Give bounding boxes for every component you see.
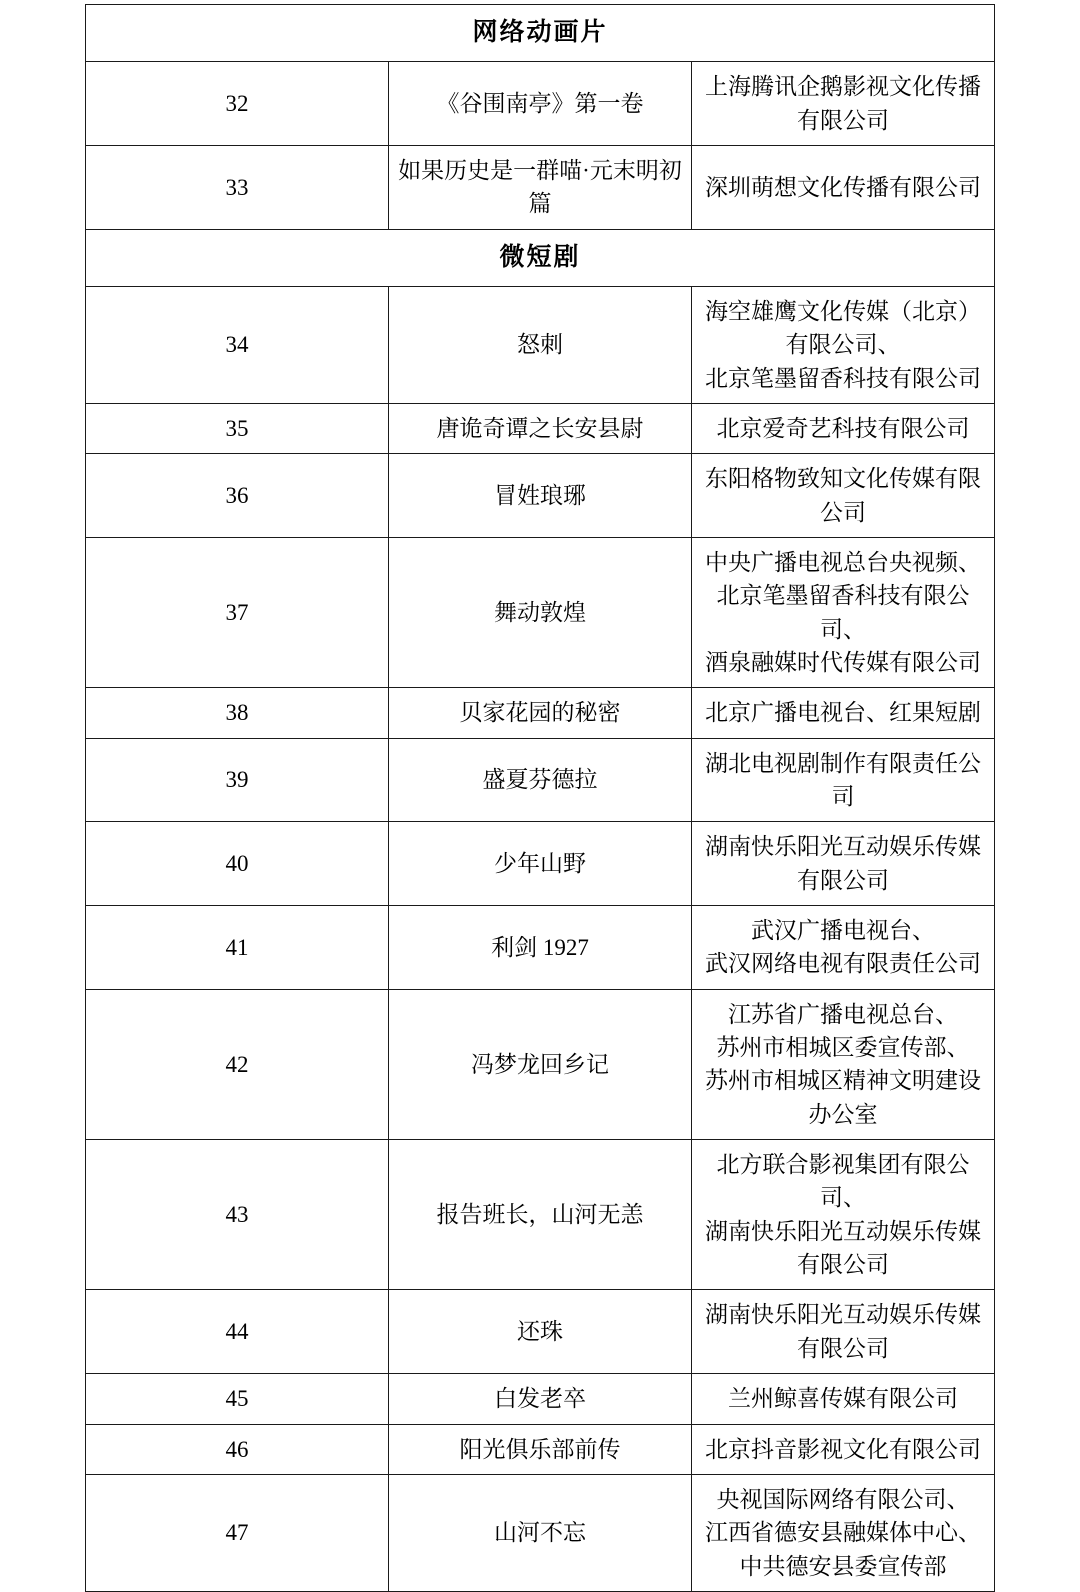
- row-number: 45: [86, 1374, 389, 1424]
- row-number: 32: [86, 62, 389, 146]
- work-title: 报告班长，山河无恙: [389, 1140, 692, 1290]
- organization-line: 东阳格物致知文化传媒有限公司: [705, 466, 981, 525]
- work-title: 贝家花园的秘密: [389, 688, 692, 738]
- work-title: 还珠: [389, 1290, 692, 1374]
- table-row: [86, 1140, 995, 1290]
- table-row: [86, 1424, 995, 1474]
- organization-line: 湖南快乐阳光互动娱乐传媒有限公司: [705, 1218, 981, 1278]
- organization-line: 苏州市相城区委宣传部、: [716, 1035, 970, 1061]
- organization-lines: [696, 1298, 990, 1365]
- work-title: 利剑 1927: [389, 906, 692, 990]
- organization-lines: [696, 295, 990, 395]
- organization-line: 深圳萌想文化传播有限公司: [705, 174, 981, 200]
- declaring-organization: [692, 145, 995, 229]
- table-row: [86, 688, 995, 738]
- work-title: 冒姓琅琊: [389, 454, 692, 538]
- row-number: 38: [86, 688, 389, 738]
- organization-lines: [696, 70, 990, 137]
- organization-lines: [696, 830, 990, 897]
- organization-line: 兰州鲸喜传媒有限公司: [728, 1386, 958, 1412]
- organization-line: 上海腾讯企鹅影视文化传播有限公司: [705, 74, 981, 133]
- organization-line: 江西省德安县融媒体中心、: [705, 1520, 981, 1546]
- declaring-organization: [692, 403, 995, 453]
- declaring-organization: [692, 1140, 995, 1290]
- organization-line: 中央广播电视总台央视频、: [705, 549, 981, 575]
- organization-lines: [696, 462, 990, 529]
- table-row: [86, 62, 995, 146]
- section-heading: 微短剧: [86, 229, 995, 286]
- organization-line: 北京爱奇艺科技有限公司: [716, 415, 970, 441]
- row-number: 44: [86, 1290, 389, 1374]
- row-number: 42: [86, 989, 389, 1139]
- organization-line: 北京笔墨留香科技有限公司: [705, 365, 981, 391]
- organization-lines: [696, 998, 990, 1131]
- row-number: 35: [86, 403, 389, 453]
- organization-line: 湖南快乐阳光互动娱乐传媒有限公司: [705, 834, 981, 893]
- table-row: [86, 1290, 995, 1374]
- declaring-organization: [692, 989, 995, 1139]
- section-heading-row: [86, 229, 995, 286]
- document-page: [0, 4, 1080, 1579]
- work-title: 舞动敦煌: [389, 537, 692, 687]
- declaring-organization: [692, 1290, 995, 1374]
- organization-lines: [696, 1382, 990, 1415]
- organization-line: 湖北电视剧制作有限责任公司: [705, 750, 981, 809]
- table-row: [86, 537, 995, 687]
- work-title: 少年山野: [389, 822, 692, 906]
- declaring-organization: [692, 1374, 995, 1424]
- organization-line: 湖南快乐阳光互动娱乐传媒有限公司: [705, 1302, 981, 1361]
- organization-lines: [696, 171, 990, 204]
- work-title: 怒刺: [389, 286, 692, 403]
- declaring-organization: [692, 537, 995, 687]
- organization-line: 中共德安县委宣传部: [739, 1553, 947, 1579]
- declaring-organization: [692, 1474, 995, 1591]
- section-heading-row: [86, 5, 995, 62]
- organization-lines: [696, 914, 990, 981]
- row-number: 43: [86, 1140, 389, 1290]
- table-row: [86, 906, 995, 990]
- organization-line: 北京笔墨留香科技有限公司、: [716, 583, 970, 642]
- organization-lines: [696, 1483, 990, 1583]
- organization-lines: [696, 1148, 990, 1281]
- table-row: [86, 1474, 995, 1591]
- table-row: [86, 145, 995, 229]
- declaring-organization: [692, 454, 995, 538]
- work-title: 唐诡奇谭之长安县尉: [389, 403, 692, 453]
- organization-line: 江苏省广播电视总台、: [728, 1001, 958, 1027]
- organization-line: 北京抖音影视文化有限公司: [705, 1436, 981, 1462]
- row-number: 40: [86, 822, 389, 906]
- organization-lines: [696, 546, 990, 679]
- award-works-table: [85, 4, 995, 1592]
- declaring-organization: [692, 1424, 995, 1474]
- organization-lines: [696, 1433, 990, 1466]
- organization-line: 武汉广播电视台、: [751, 918, 935, 944]
- declaring-organization: [692, 688, 995, 738]
- table-row: [86, 286, 995, 403]
- organization-line: 苏州市相城区精神文明建设办公室: [705, 1068, 981, 1127]
- work-title: 白发老卒: [389, 1374, 692, 1424]
- table-row: [86, 403, 995, 453]
- work-title: 《谷围南亭》第一卷: [389, 62, 692, 146]
- work-title: 冯梦龙回乡记: [389, 989, 692, 1139]
- table-row: [86, 1374, 995, 1424]
- section-heading: 网络动画片: [86, 5, 995, 62]
- work-title: 如果历史是一群喵·元末明初篇: [389, 145, 692, 229]
- organization-line: 海空雄鹰文化传媒（北京）有限公司、: [705, 298, 981, 358]
- row-number: 41: [86, 906, 389, 990]
- work-title: 阳光俱乐部前传: [389, 1424, 692, 1474]
- organization-line: 北京广播电视台、红果短剧: [705, 700, 981, 726]
- work-title: 山河不忘: [389, 1474, 692, 1591]
- organization-line: 北方联合影视集团有限公司、: [716, 1152, 970, 1211]
- declaring-organization: [692, 286, 995, 403]
- table-row: [86, 454, 995, 538]
- declaring-organization: [692, 822, 995, 906]
- organization-line: 央视国际网络有限公司、: [716, 1486, 970, 1512]
- organization-lines: [696, 412, 990, 445]
- table-row: [86, 989, 995, 1139]
- row-number: 47: [86, 1474, 389, 1591]
- table-row: [86, 822, 995, 906]
- organization-line: 酒泉融媒时代传媒有限公司: [705, 649, 981, 675]
- organization-lines: [696, 696, 990, 729]
- declaring-organization: [692, 738, 995, 822]
- table-body: [86, 5, 995, 1592]
- table-row: [86, 738, 995, 822]
- row-number: 39: [86, 738, 389, 822]
- declaring-organization: [692, 62, 995, 146]
- organization-line: 武汉网络电视有限责任公司: [705, 951, 981, 977]
- row-number: 36: [86, 454, 389, 538]
- row-number: 34: [86, 286, 389, 403]
- declaring-organization: [692, 906, 995, 990]
- row-number: 33: [86, 145, 389, 229]
- work-title: 盛夏芬德拉: [389, 738, 692, 822]
- organization-lines: [696, 747, 990, 814]
- row-number: 46: [86, 1424, 389, 1474]
- row-number: 37: [86, 537, 389, 687]
